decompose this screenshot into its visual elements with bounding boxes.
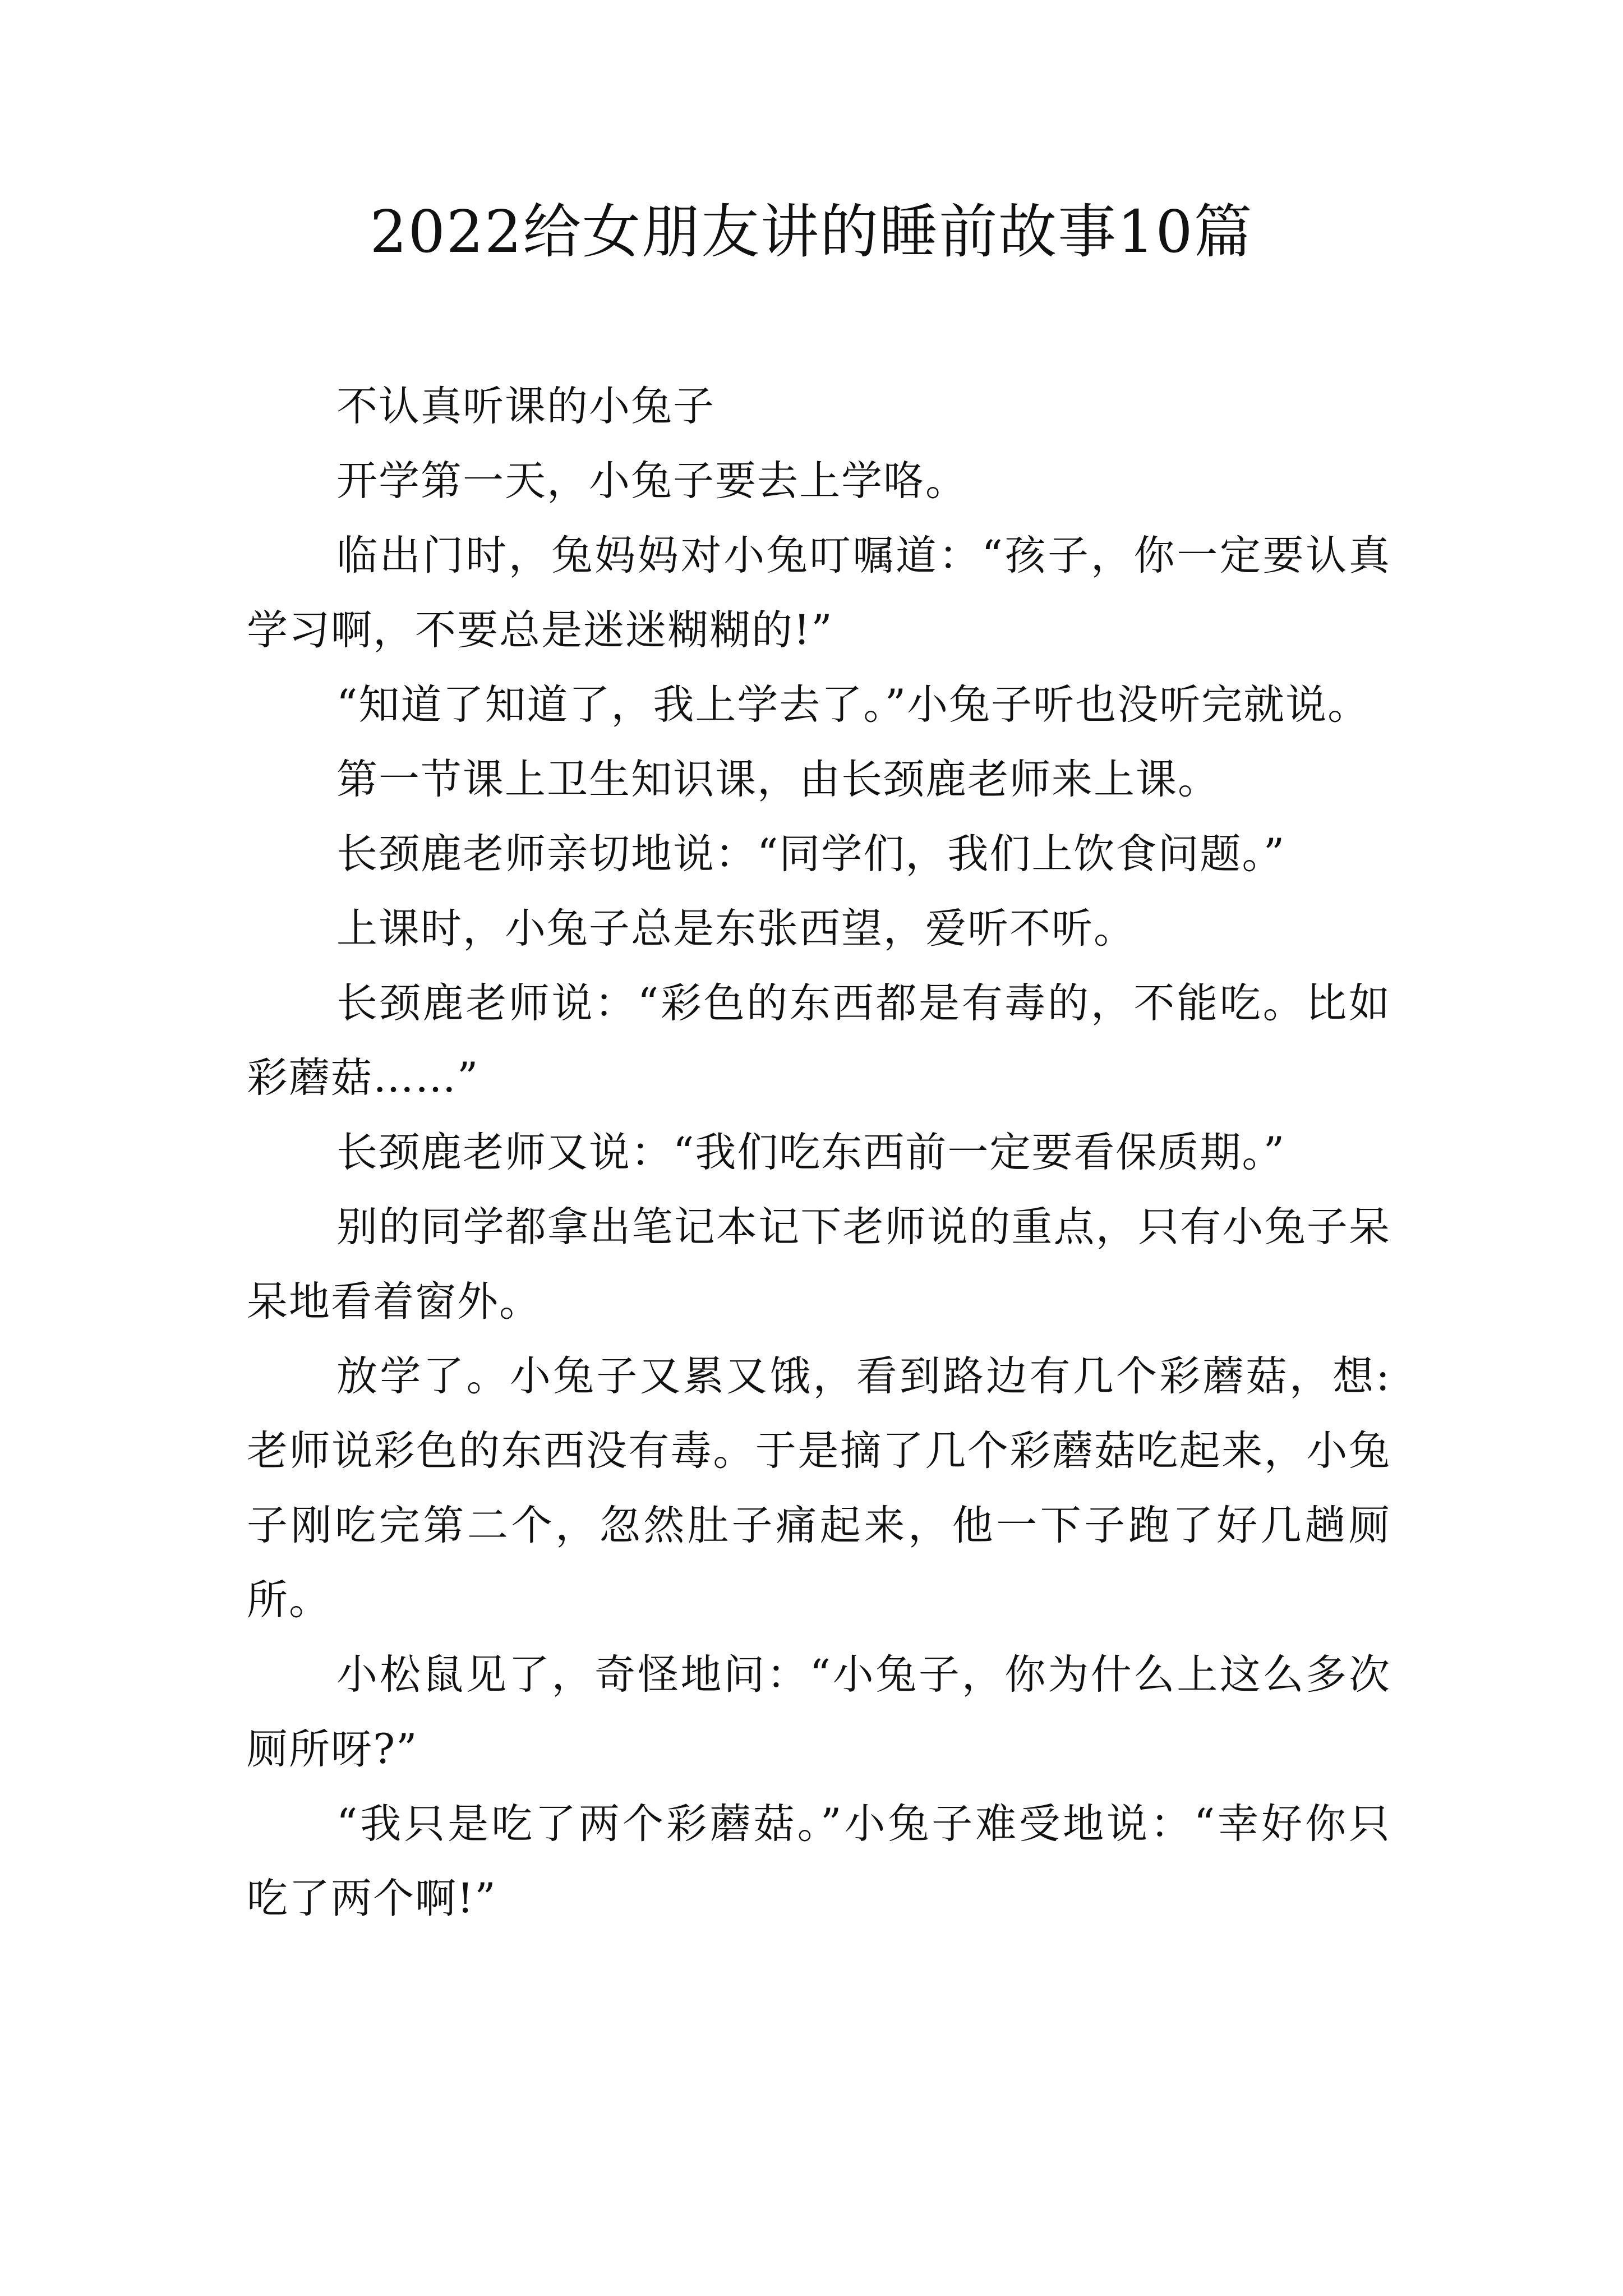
paragraph: 放学了。小兔子又累又饿，看到路边有几个彩蘑菇，想:老师说彩色的东西没有毒。于是摘了几个彩蘑菇吃起来，小兔子刚吃完第二个，忽然肚子痛起来，他一下子跑了好几趟厕所。	[247, 1352, 1391, 1624]
paragraph: 临出门时，兔妈妈对小兔叮嘱道：“孩子，你一定要认真学习啊，不要总是迷迷糊糊的!”	[247, 532, 1391, 654]
paragraph: “知道了知道了，我上学去了。”小兔子听也没听完就说。	[336, 681, 1370, 729]
paragraph: 第一节课上卫生知识课，由长颈鹿老师来上课。	[336, 756, 1220, 803]
paragraph: 别的同学都拿出笔记本记下老师说的重点，只有小兔子呆呆地看着窗外。	[247, 1203, 1391, 1326]
document-title: 2022给女朋友讲的睡前故事10篇	[370, 197, 1253, 266]
paragraph: 上课时，小兔子总是东张西望，爱听不听。	[336, 905, 1136, 953]
paragraph: 小松鼠见了，奇怪地问：“小兔子，你为什么上这么多次厕所呀?”	[247, 1651, 1391, 1773]
paragraph: 长颈鹿老师亲切地说：“同学们，我们上饮食问题。”	[336, 830, 1286, 878]
paragraph: 长颈鹿老师说：“彩色的东西都是有毒的，不能吃。比如彩蘑菇……”	[247, 979, 1391, 1102]
document-body	[247, 369, 1391, 1936]
paragraph: “我只是吃了两个彩蘑菇。”小兔子难受地说：“幸好你只吃了两个啊!”	[247, 1800, 1391, 1922]
paragraph: 开学第一天，小兔子要去上学咯。	[336, 457, 967, 505]
paragraph: 长颈鹿老师又说：“我们吃东西前一定要看保质期。”	[336, 1129, 1286, 1176]
story-title: 不认真听课的小兔子	[336, 383, 715, 430]
